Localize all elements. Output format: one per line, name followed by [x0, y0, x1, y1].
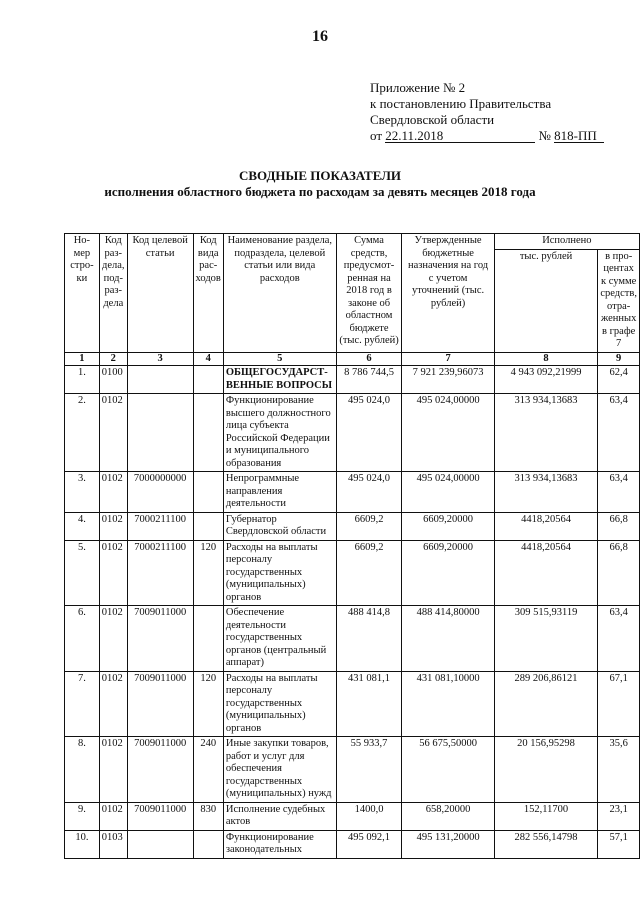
- row-type: 830: [193, 802, 223, 830]
- appendix-line-2: к постановлению Правительства: [370, 96, 552, 111]
- row-pct: 57,1: [598, 830, 640, 858]
- table-row: [65, 512, 640, 540]
- row-target: 7000211100: [127, 540, 193, 606]
- resolution-date: 22.11.2018: [385, 129, 535, 143]
- table-row: [65, 737, 640, 803]
- table-row: [65, 830, 640, 858]
- header-executed-pct: в про-центах к сумме средств, отра-женных в графе 7: [598, 249, 640, 352]
- row-no: 5.: [65, 540, 100, 606]
- row-planned: 495 024,0: [336, 394, 402, 472]
- row-approved: 6609,20000: [402, 512, 494, 540]
- row-approved: 6609,20000: [402, 540, 494, 606]
- row-target: 7009011000: [127, 671, 193, 737]
- row-planned: 495 024,0: [336, 472, 402, 513]
- row-approved: 56 675,50000: [402, 737, 494, 803]
- row-executed: 309 515,93119: [494, 606, 598, 672]
- number-label: №: [538, 128, 551, 143]
- row-section: 0103: [99, 830, 127, 858]
- column-number: 8: [494, 352, 598, 366]
- header-approved: Утвержденные бюджетные назначения на год с учетом уточнений (тыс. рублей): [402, 234, 494, 353]
- row-target: 7009011000: [127, 606, 193, 672]
- row-section: 0102: [99, 671, 127, 737]
- row-approved: 431 081,10000: [402, 671, 494, 737]
- row-no: 10.: [65, 830, 100, 858]
- row-name: Расходы на выплаты персоналу государственных (муниципальных) органов: [223, 671, 336, 737]
- column-number-row: [65, 352, 640, 366]
- row-name: Функционирование законодательных: [223, 830, 336, 858]
- column-number: 5: [223, 352, 336, 366]
- appendix-date-line: [370, 128, 604, 144]
- from-label: от: [370, 128, 383, 143]
- header-executed: Исполнено: [494, 234, 639, 250]
- row-type: [193, 472, 223, 513]
- appendix-line-3: Свердловской области: [370, 112, 495, 127]
- row-target: 7000211100: [127, 512, 193, 540]
- header-target: Код целевой статьи: [127, 234, 193, 353]
- table-row: [65, 394, 640, 472]
- header-name: Наименование раздела, подраздела, целевой статьи или вида расходов: [223, 234, 336, 353]
- row-approved: 495 131,20000: [402, 830, 494, 858]
- row-pct: 63,4: [598, 394, 640, 472]
- row-no: 8.: [65, 737, 100, 803]
- row-target: 7000000000: [127, 472, 193, 513]
- table-row: [65, 366, 640, 394]
- row-target: [127, 366, 193, 394]
- row-pct: 67,1: [598, 671, 640, 737]
- row-approved: 495 024,00000: [402, 394, 494, 472]
- row-name: Непрограммные направления деятельности: [223, 472, 336, 513]
- column-number: 7: [402, 352, 494, 366]
- row-name: Исполнение судебных актов: [223, 802, 336, 830]
- row-executed: 4 943 092,21999: [494, 366, 598, 394]
- title-line-2: исполнения областного бюджета по расходам за девять месяцев 2018 года: [104, 184, 536, 199]
- row-target: [127, 394, 193, 472]
- row-pct: 35,6: [598, 737, 640, 803]
- column-number: 9: [598, 352, 640, 366]
- row-pct: 23,1: [598, 802, 640, 830]
- row-pct: 63,4: [598, 472, 640, 513]
- row-type: [193, 366, 223, 394]
- row-executed: 20 156,95298: [494, 737, 598, 803]
- row-no: 2.: [65, 394, 100, 472]
- row-type: 120: [193, 671, 223, 737]
- appendix-line-1: Приложение № 2: [370, 80, 466, 95]
- row-executed: 282 556,14798: [494, 830, 598, 858]
- column-number: 4: [193, 352, 223, 366]
- appendix-block: [370, 80, 604, 144]
- column-number: 1: [65, 352, 100, 366]
- row-planned: 8 786 744,5: [336, 366, 402, 394]
- header-section: Код раз-дела, под-раз-дела: [99, 234, 127, 353]
- header-expense-type: Код вида рас-ходов: [193, 234, 223, 353]
- row-section: 0102: [99, 802, 127, 830]
- row-pct: 66,8: [598, 512, 640, 540]
- document-title: [0, 168, 640, 200]
- title-line-1: СВОДНЫЕ ПОКАЗАТЕЛИ: [238, 168, 402, 183]
- row-executed: 313 934,13683: [494, 394, 598, 472]
- row-name: Губернатор Свердловской области: [223, 512, 336, 540]
- row-approved: 7 921 239,96073: [402, 366, 494, 394]
- row-pct: 66,8: [598, 540, 640, 606]
- column-number: 6: [336, 352, 402, 366]
- row-approved: 488 414,80000: [402, 606, 494, 672]
- row-section: 0100: [99, 366, 127, 394]
- row-target: 7009011000: [127, 802, 193, 830]
- row-section: 0102: [99, 394, 127, 472]
- table-row: [65, 802, 640, 830]
- row-approved: 495 024,00000: [402, 472, 494, 513]
- row-type: [193, 512, 223, 540]
- row-approved: 658,20000: [402, 802, 494, 830]
- row-executed: 4418,20564: [494, 512, 598, 540]
- row-type: [193, 606, 223, 672]
- row-planned: 488 414,8: [336, 606, 402, 672]
- row-section: 0102: [99, 512, 127, 540]
- row-executed: 289 206,86121: [494, 671, 598, 737]
- row-type: [193, 394, 223, 472]
- row-no: 9.: [65, 802, 100, 830]
- row-planned: 6609,2: [336, 540, 402, 606]
- budget-table: [64, 233, 640, 859]
- column-number: 3: [127, 352, 193, 366]
- row-no: 3.: [65, 472, 100, 513]
- row-name: Функционирование высшего должностного лица субъекта Российской Федерации и муниципального образования: [223, 394, 336, 472]
- table-row: [65, 540, 640, 606]
- table-row: [65, 472, 640, 513]
- row-target: [127, 830, 193, 858]
- row-name: Обеспечение деятельности государственных органов (центральный аппарат): [223, 606, 336, 672]
- row-pct: 62,4: [598, 366, 640, 394]
- header-executed-rub: тыс. рублей: [494, 249, 598, 352]
- table-row: [65, 606, 640, 672]
- header-row-no: Но-мер стро-ки: [65, 234, 100, 353]
- header-planned: Сумма средств, предусмот-ренная на 2018 год в законе об областном бюджете (тыс. рублей): [336, 234, 402, 353]
- column-number: 2: [99, 352, 127, 366]
- header-row-1: [65, 234, 640, 250]
- row-no: 4.: [65, 512, 100, 540]
- row-type: 120: [193, 540, 223, 606]
- row-pct: 63,4: [598, 606, 640, 672]
- resolution-number: 818-ПП: [554, 129, 604, 143]
- row-executed: 4418,20564: [494, 540, 598, 606]
- row-executed: 313 934,13683: [494, 472, 598, 513]
- row-section: 0102: [99, 472, 127, 513]
- row-planned: 55 933,7: [336, 737, 402, 803]
- row-no: 1.: [65, 366, 100, 394]
- row-planned: 1400,0: [336, 802, 402, 830]
- page-number: 16: [312, 28, 328, 45]
- row-name: Иные закупки товаров, работ и услуг для обеспечения государственных (муниципальных) нужд: [223, 737, 336, 803]
- row-name: ОБЩЕГОСУДАРСТ-ВЕННЫЕ ВОПРОСЫ: [223, 366, 336, 394]
- row-planned: 431 081,1: [336, 671, 402, 737]
- row-planned: 495 092,1: [336, 830, 402, 858]
- row-executed: 152,11700: [494, 802, 598, 830]
- row-target: 7009011000: [127, 737, 193, 803]
- row-planned: 6609,2: [336, 512, 402, 540]
- row-no: 6.: [65, 606, 100, 672]
- row-section: 0102: [99, 737, 127, 803]
- row-type: 240: [193, 737, 223, 803]
- row-name: Расходы на выплаты персоналу государственных (муниципальных) органов: [223, 540, 336, 606]
- row-section: 0102: [99, 540, 127, 606]
- row-type: [193, 830, 223, 858]
- row-section: 0102: [99, 606, 127, 672]
- table-row: [65, 671, 640, 737]
- row-no: 7.: [65, 671, 100, 737]
